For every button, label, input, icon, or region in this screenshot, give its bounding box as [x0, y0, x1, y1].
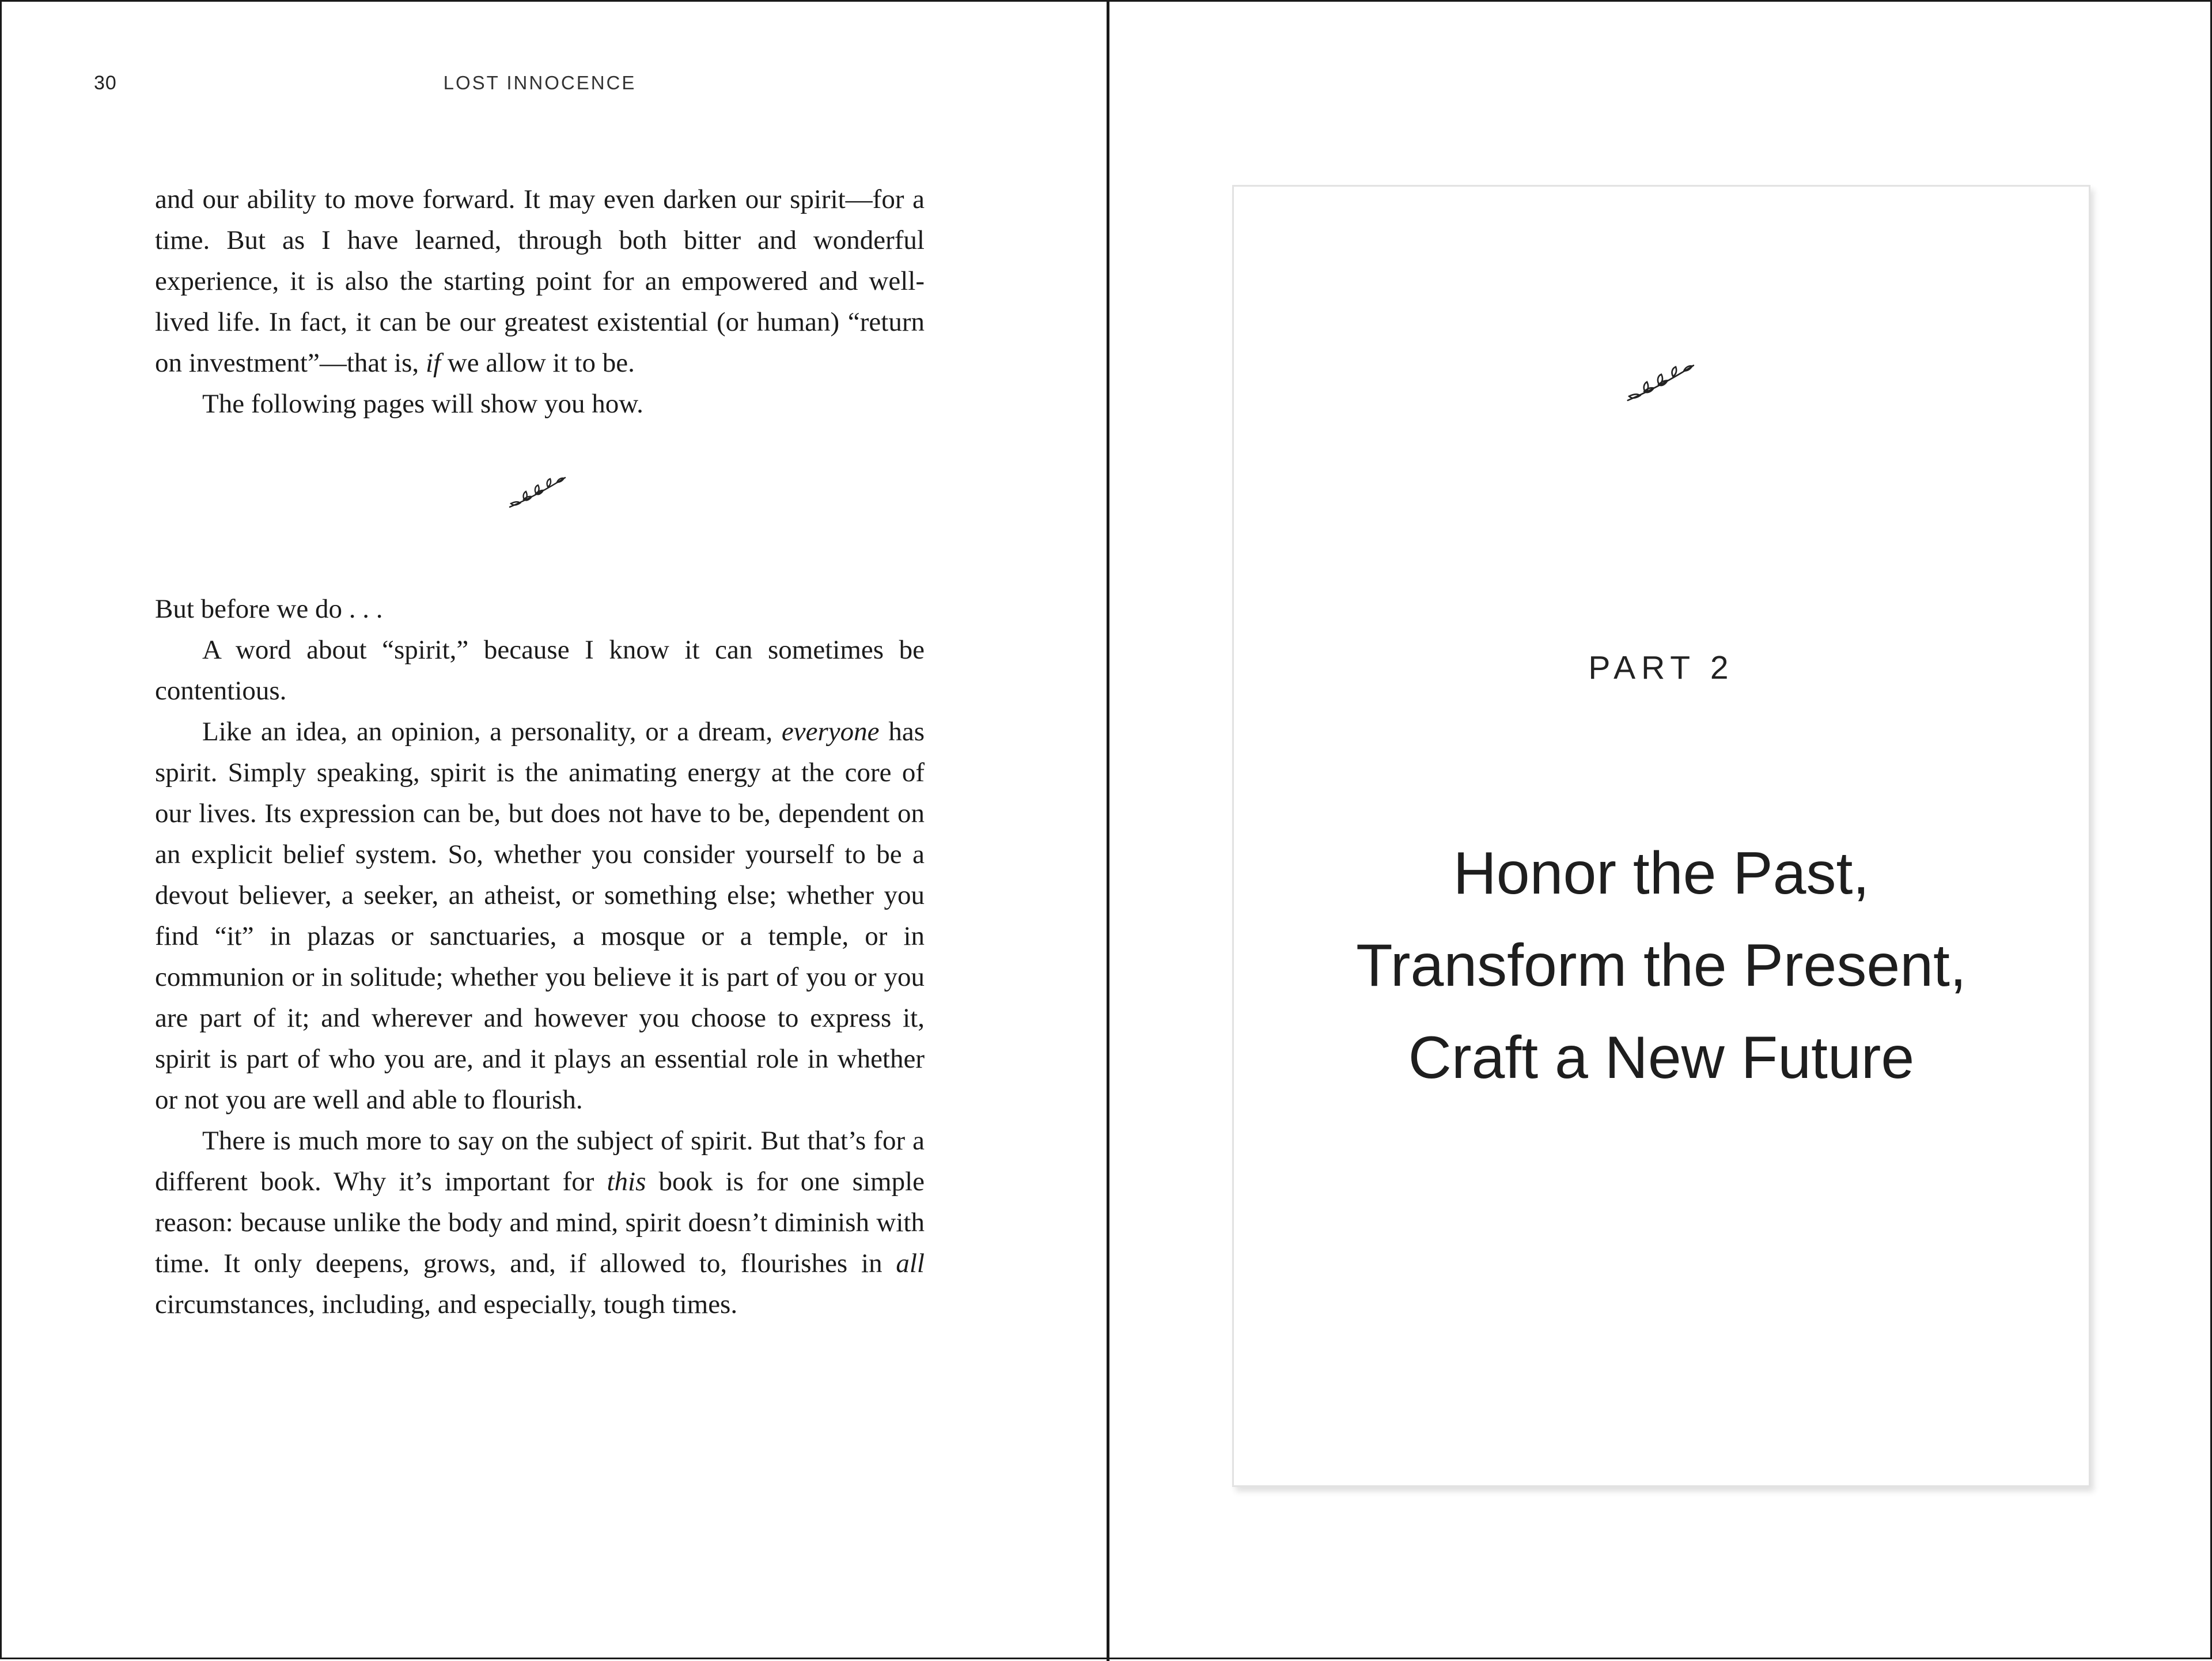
leaf-sprig-icon: [507, 474, 569, 510]
part-title: [1234, 827, 2089, 1104]
running-head: LOST INNOCENCE: [443, 72, 637, 93]
part-title-line: Honor the Past,: [1453, 840, 1870, 907]
page-number: 30: [94, 72, 117, 94]
paragraph: Like an idea, an opinion, a personality, or a dream, everyone has spirit. Simply speaking, spirit is the animating energy at the core of our lives. Its expression can be, but does not have to be, dependent on an explicit belief system. So, whether you consider yourself to be a devout believer, a seeker, an atheist, or something else; whether you find “it” in plazas or sanctuaries, a mosque or a temple, or in communion or in solitude; whether you believe it is part of you or you are part of it; and wherever and however you choose to express it, spirit is part of who you are, and it plays an essential role in whether or not you are well and able to flourish.: [155, 717, 925, 1115]
part-label: PART 2: [1588, 649, 1734, 686]
paragraph: But before we do . . .: [155, 594, 383, 624]
section-break: [155, 425, 925, 589]
left-page: [2, 2, 1107, 1661]
leaf-sprig-icon: [1625, 361, 1698, 404]
paragraph: A word about “spirit,” because I know it can sometimes be contentious.: [155, 635, 925, 706]
body-text: [155, 179, 925, 1325]
part-title-card: [1232, 185, 2090, 1487]
italic-text: all: [896, 1248, 925, 1278]
paragraph: The following pages will show you how.: [202, 389, 643, 419]
italic-text: if: [425, 348, 441, 378]
paragraph: and our ability to move forward. It may even darken our spirit—for a time. But as I have learned, through both bitter and wonderful experience, it is also the starting point for an empowered and well-lived life. In fact, it can be our greatest existential (or human) “return on investment”—that is, if we allow it to be.: [155, 184, 925, 378]
right-page: [1109, 2, 2212, 1661]
part-title-line: Craft a New Future: [1408, 1024, 1915, 1091]
part-title-line: Transform the Present,: [1356, 932, 1967, 999]
italic-text: this: [607, 1167, 646, 1197]
paragraph: There is much more to say on the subject of spirit. But that’s for a different book. Why it’s important for this book is for one simple reason: because unlike the body and mind, spirit doesn’t diminish with time. It only deepens, grows, and, if allowed to, flourishes in all circumstances, including, and especially, tough times.: [155, 1126, 925, 1319]
italic-text: everyone: [781, 717, 880, 747]
